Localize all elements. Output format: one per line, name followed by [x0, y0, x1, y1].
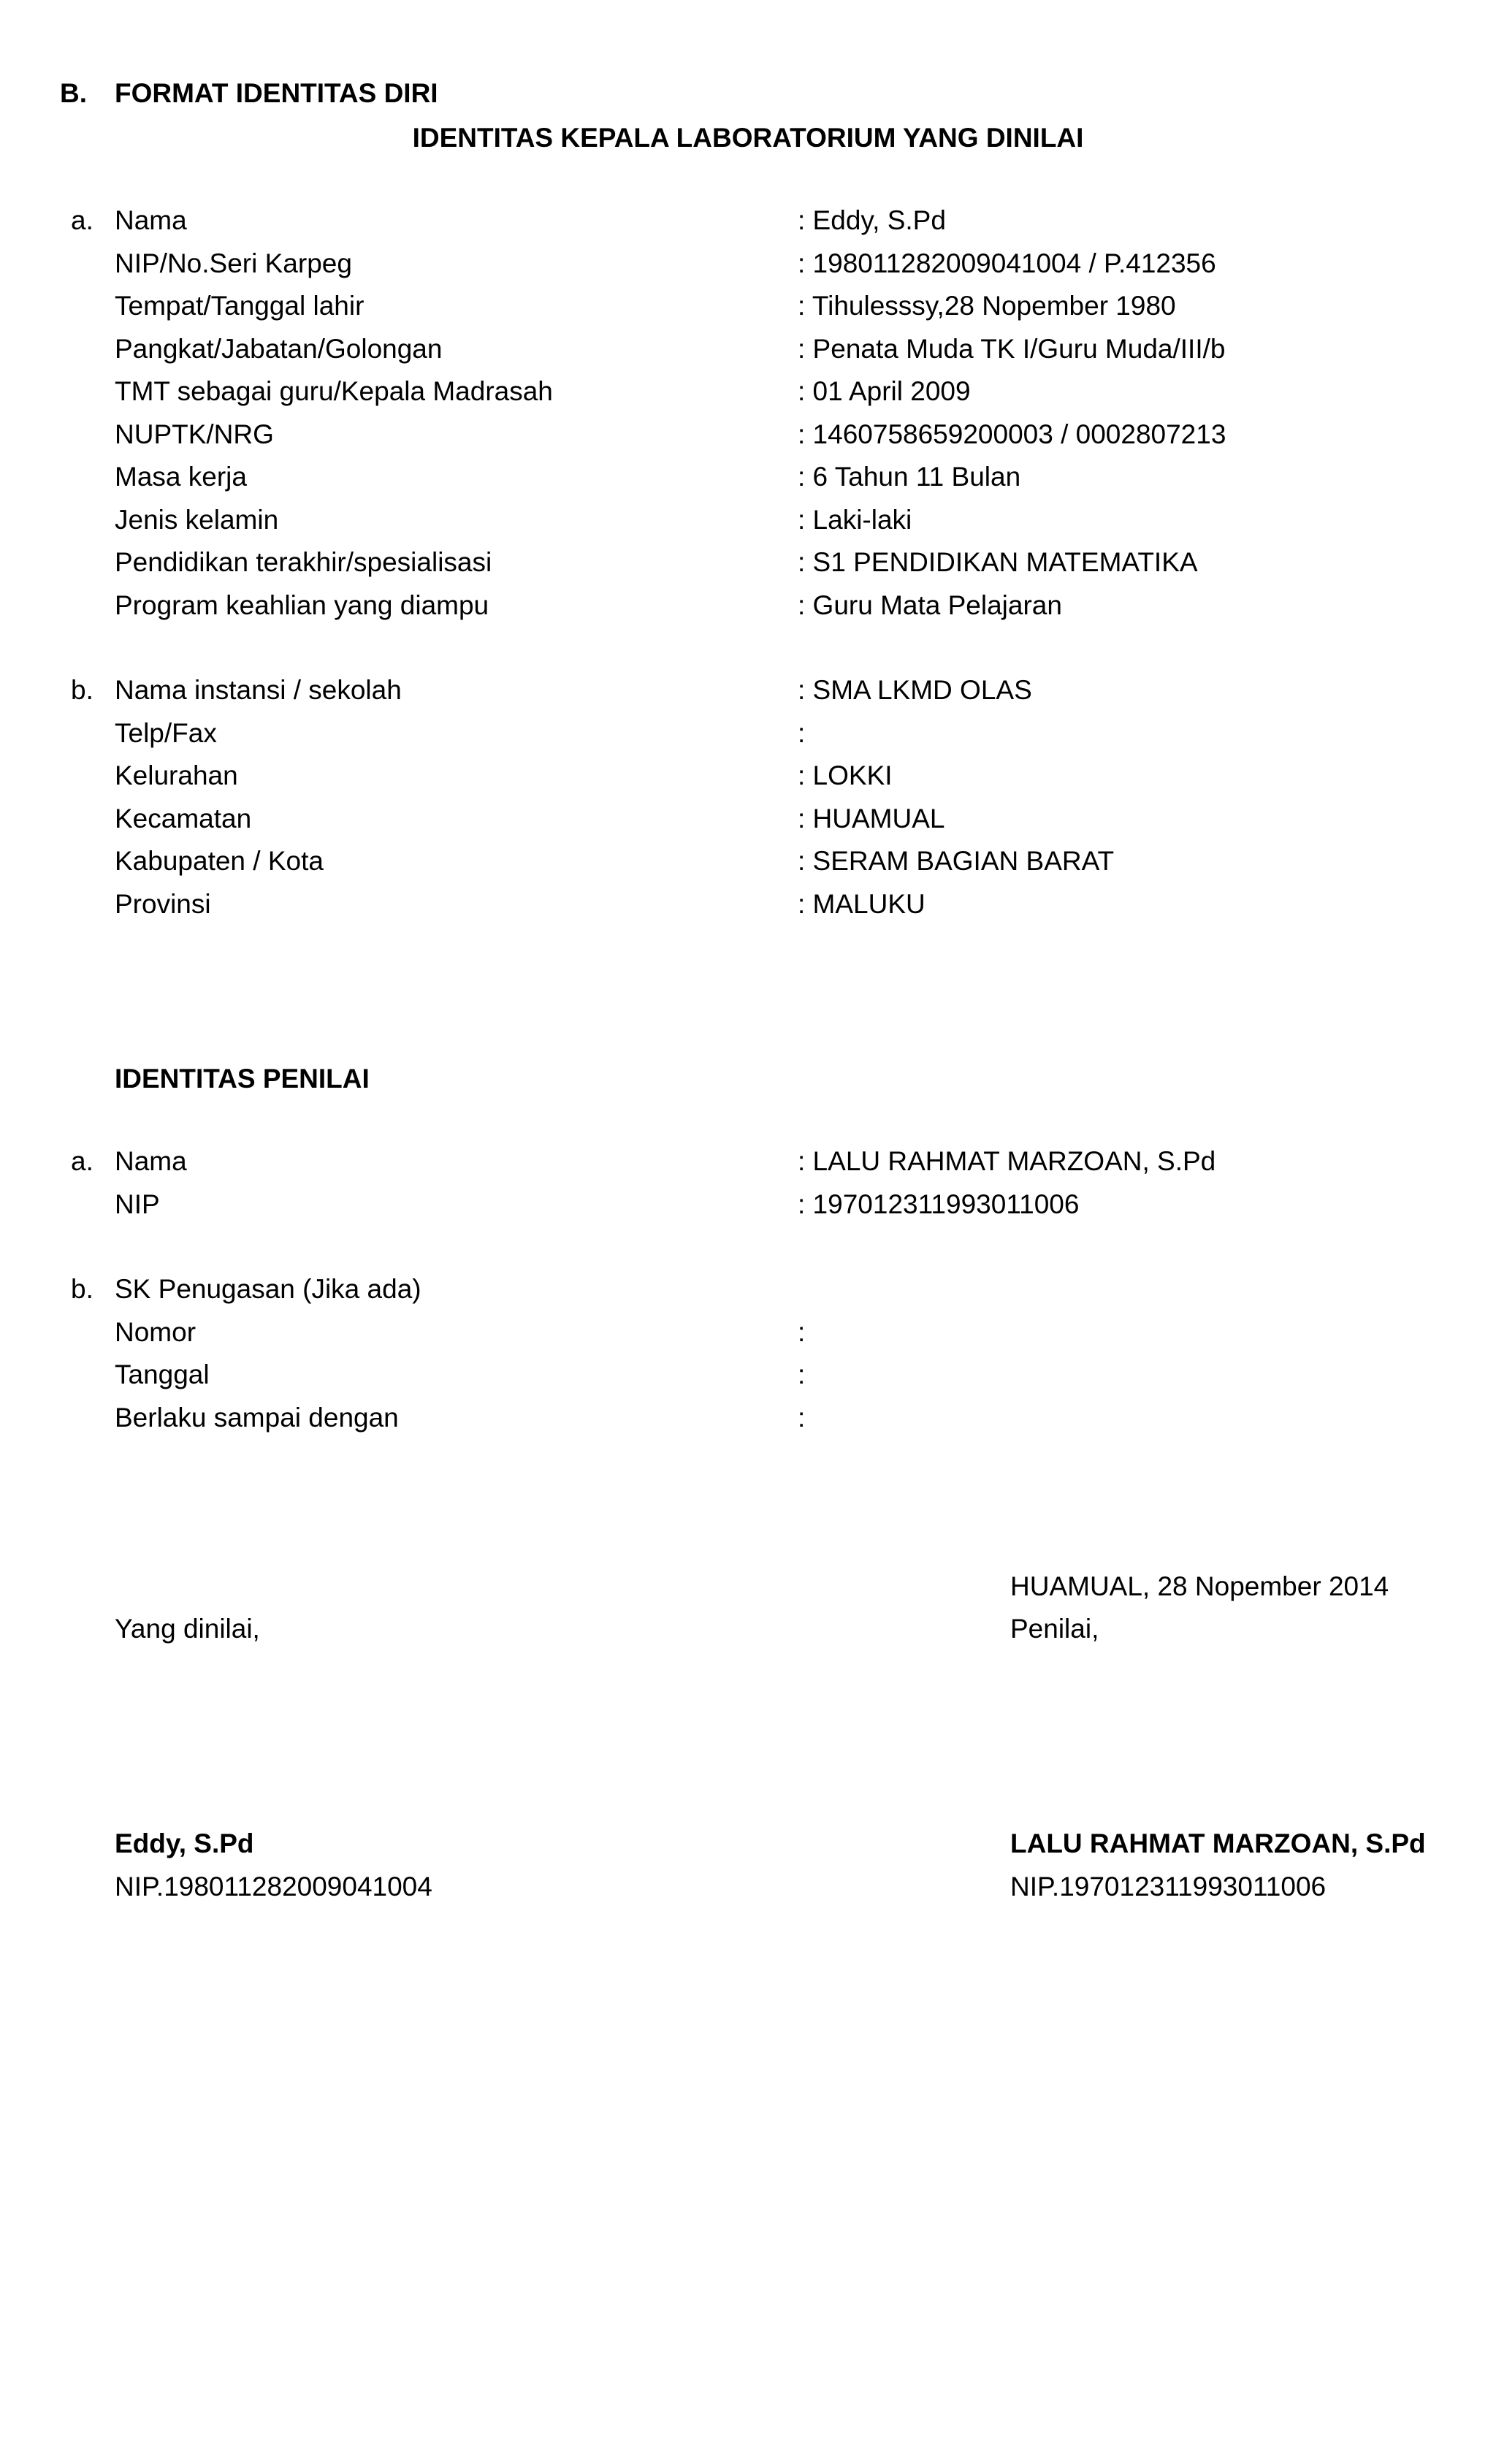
field-label: NUPTK/NRG: [115, 419, 274, 449]
field-value: : LOKKI: [798, 760, 893, 790]
kepala-row-tmt: [0, 375, 1496, 418]
signer-left-name: Eddy, S.Pd: [115, 1828, 254, 1858]
field-value: : 6 Tahun 11 Bulan: [798, 462, 1021, 492]
field-value: :: [798, 1316, 806, 1347]
group-letter: a.: [71, 205, 94, 235]
penilai-title: IDENTITAS PENILAI: [115, 1064, 370, 1094]
kepala-row-provinsi: [0, 888, 1496, 931]
field-value: : 197012311993011006: [798, 1189, 1080, 1219]
group-letter: a.: [71, 1146, 94, 1176]
signer-right-role: Penilai,: [1010, 1614, 1099, 1644]
field-label: Nama instansi / sekolah: [115, 675, 402, 705]
kepala-row-nip: [0, 248, 1496, 290]
field-label: TMT sebagai guru/Kepala Madrasah: [115, 376, 553, 406]
field-label: Tanggal: [115, 1359, 210, 1389]
section-title: FORMAT IDENTITAS DIRI: [115, 78, 438, 108]
penilai-row-tanggal: [0, 1359, 1496, 1401]
field-value: : SMA LKMD OLAS: [798, 675, 1032, 705]
field-label: SK Penugasan (Jika ada): [115, 1274, 421, 1304]
group-letter: b.: [71, 675, 94, 705]
kepala-row-jenis-kelamin: [0, 504, 1496, 546]
kepala-row-ttl: [0, 290, 1496, 332]
field-value: : Guru Mata Pelajaran: [798, 590, 1062, 620]
field-label: Jenis kelamin: [115, 504, 279, 535]
penilai-row-berlaku: [0, 1402, 1496, 1444]
field-value: : Eddy, S.Pd: [798, 205, 946, 235]
signer-right-nip: NIP.197012311993011006: [1010, 1872, 1327, 1902]
group-letter: b.: [71, 1274, 94, 1304]
field-label: Kabupaten / Kota: [115, 846, 324, 876]
penilai-row-nip: [0, 1189, 1496, 1231]
field-label: Program keahlian yang diampu: [115, 590, 489, 620]
field-value: :: [798, 717, 806, 748]
field-value: :: [798, 1402, 806, 1433]
place-date: HUAMUAL, 28 Nopember 2014: [1010, 1571, 1389, 1601]
kepala-row-program: [0, 590, 1496, 632]
field-value: : 198011282009041004 / P.412356: [798, 248, 1216, 278]
section-letter: B.: [60, 78, 87, 108]
field-value: : LALU RAHMAT MARZOAN, S.Pd: [798, 1146, 1216, 1176]
field-label: Kecamatan: [115, 803, 252, 834]
field-label: Masa kerja: [115, 462, 247, 492]
penilai-row-nama: [0, 1145, 1496, 1188]
kepala-row-nama: [0, 205, 1496, 247]
kepala-row-kecamatan: [0, 803, 1496, 845]
field-value: : 1460758659200003 / 0002807213: [798, 419, 1226, 449]
penilai-row-nomor: [0, 1316, 1496, 1359]
kepala-row-telp: [0, 717, 1496, 760]
kepala-row-kelurahan: [0, 760, 1496, 802]
field-value: :: [798, 1359, 806, 1389]
field-value: : MALUKU: [798, 888, 926, 919]
field-label: Telp/Fax: [115, 717, 217, 748]
kepala-row-kabupaten: [0, 845, 1496, 888]
kepala-row-masa-kerja: [0, 461, 1496, 503]
field-label: Tempat/Tanggal lahir: [115, 291, 365, 321]
field-label: Pangkat/Jabatan/Golongan: [115, 333, 443, 364]
field-value: : HUAMUAL: [798, 803, 945, 834]
field-label: Nama: [115, 205, 187, 235]
field-label: NIP/No.Seri Karpeg: [115, 248, 352, 278]
field-label: Nama: [115, 1146, 187, 1176]
kepala-row-instansi: [0, 674, 1496, 717]
document-subtitle: IDENTITAS KEPALA LABORATORIUM YANG DINILAI: [412, 123, 1084, 153]
signer-left-nip: NIP.198011282009041004: [115, 1872, 432, 1902]
kepala-row-nuptk: [0, 419, 1496, 461]
signer-left-role: Yang dinilai,: [115, 1614, 260, 1644]
field-label: Kelurahan: [115, 760, 238, 790]
signer-right-name: LALU RAHMAT MARZOAN, S.Pd: [1010, 1828, 1426, 1858]
penilai-row-sk: [0, 1273, 1496, 1316]
field-label: Nomor: [115, 1316, 196, 1347]
field-value: : Penata Muda TK I/Guru Muda/III/b: [798, 333, 1226, 364]
kepala-row-pangkat: [0, 333, 1496, 375]
field-value: : S1 PENDIDIKAN MATEMATIKA: [798, 547, 1198, 577]
field-label: Berlaku sampai dengan: [115, 1402, 399, 1433]
field-value: : Tihulesssy,28 Nopember 1980: [798, 291, 1176, 321]
field-value: : 01 April 2009: [798, 376, 971, 406]
kepala-row-pendidikan: [0, 546, 1496, 589]
field-label: Provinsi: [115, 888, 211, 919]
field-label: NIP: [115, 1189, 160, 1219]
field-value: : Laki-laki: [798, 504, 912, 535]
field-value: : SERAM BAGIAN BARAT: [798, 846, 1115, 876]
field-label: Pendidikan terakhir/spesialisasi: [115, 547, 492, 577]
